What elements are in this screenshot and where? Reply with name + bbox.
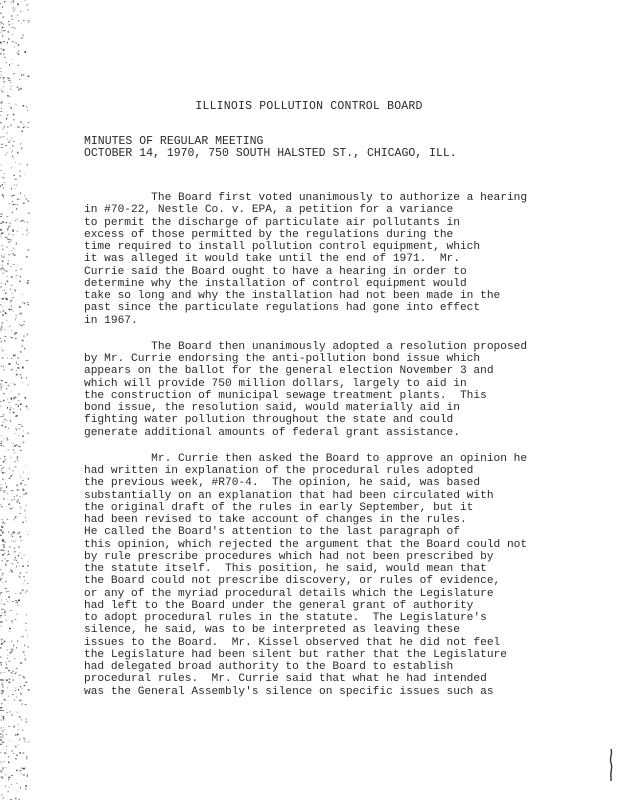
paragraph-line: take so long and why the installation had not been made in the (84, 290, 501, 302)
paragraph-line: time required to install pollution control equipment, which (84, 241, 481, 253)
minutes-paragraph (84, 453, 604, 698)
paragraph-line: excess of those permitted by the regulations during the (84, 228, 454, 241)
paragraph-line: to permit the discharge of particulate air pollutants in (84, 216, 460, 229)
paragraph-line: had left to the Board under the general grant of authority (84, 599, 474, 612)
paragraph-line: was the General Assembly's silence on specific issues such as (84, 685, 494, 698)
minutes-header (84, 136, 457, 160)
paragraph-line: which will provide 750 million dollars, largely to aid in (84, 377, 467, 390)
paragraph-line: or any of the myriad procedural details which the Legislature (84, 587, 494, 600)
paragraph-line: Mr. Currie then asked the Board to approve an opinion he (84, 452, 528, 465)
paragraph-line: bond issue, the resolution said, would materially aid in (84, 402, 460, 414)
paragraph-line: The Board first voted unanimously to authorize a hearing (84, 192, 528, 204)
paragraph-line: silence, he said, was to be interpreted as leaving these (84, 624, 460, 637)
paragraph-line: had written in explanation of the procedural rules adopted (84, 465, 474, 477)
paragraph-line: issues to the Board. Mr. Kissel observed that he did not feel (84, 636, 501, 649)
paragraph-line: the construction of municipal sewage treatment plants. This (84, 389, 487, 402)
paragraph-line: substantially on an explanation that had been circulated with (84, 489, 494, 502)
minutes-paragraph (84, 192, 604, 327)
paragraph-line: to adopt procedural rules in the statute. The Legislature's (84, 612, 487, 624)
paragraph-line: procedural rules. Mr. Currie said that what he had intended (84, 673, 487, 686)
paragraph-line: the previous week, #R70-4. The opinion, he said, was based (84, 477, 481, 490)
paragraph-line: in 1967. (84, 314, 138, 327)
paragraph-line: generate additional amounts of federal grant assistance. (84, 426, 460, 439)
paragraph-line: it was alleged it would take until the end of 1971. Mr. (84, 253, 460, 266)
paragraph-line: fighting water pollution throughout the state and could (84, 414, 454, 427)
paragraph-line: He called the Board's attention to the last paragraph of (84, 526, 460, 539)
minutes-title: MINUTES OF REGULAR MEETING (84, 135, 264, 148)
paragraph-line: past since the particulate regulations had gone into effect (84, 302, 481, 315)
page-edge-mark (608, 748, 614, 782)
paragraph-line: in #70-22, Nestle Co. v. EPA, a petition for a variance (84, 204, 454, 217)
paragraph-line: had been revised to take account of changes in the rules. (84, 514, 467, 526)
document-heading: ILLINOIS POLLUTION CONTROL BOARD (195, 100, 423, 113)
paragraph-line: had delegated broad authority to the Board to establish (84, 661, 454, 673)
meeting-date-location: OCTOBER 14, 1970, 750 SOUTH HALSTED ST., CHICAGO, ILL. (84, 147, 457, 160)
paragraph-line: determine why the installation of control equipment would (84, 277, 467, 290)
paragraph-line: Currie said the Board ought to have a hearing in order to (84, 265, 467, 278)
paragraph-line: by rule prescribe procedures which had not been prescribed by (84, 550, 494, 563)
paragraph-line: the original draft of the rules in early September, but it (84, 501, 474, 514)
paragraph-line: the statute itself. This position, he said, would mean that (84, 563, 487, 575)
paragraph-line: appears on the ballot for the general election November 3 and (84, 365, 494, 378)
paragraph-line: The Board then unanimously adopted a resolution proposed (84, 340, 528, 353)
paragraph-line: by Mr. Currie endorsing the anti-pollution bond issue which (84, 353, 481, 365)
minutes-paragraph (84, 341, 604, 439)
paragraph-line: the Board could not prescribe discovery, or rules of evidence, (84, 575, 501, 588)
minutes-body (84, 192, 604, 712)
scan-edge-noise (0, 0, 30, 800)
paragraph-line: the Legislature had been silent but rather that the Legislature (84, 648, 507, 661)
paragraph-line: this opinion, which rejected the argument that the Board could not (84, 538, 528, 551)
